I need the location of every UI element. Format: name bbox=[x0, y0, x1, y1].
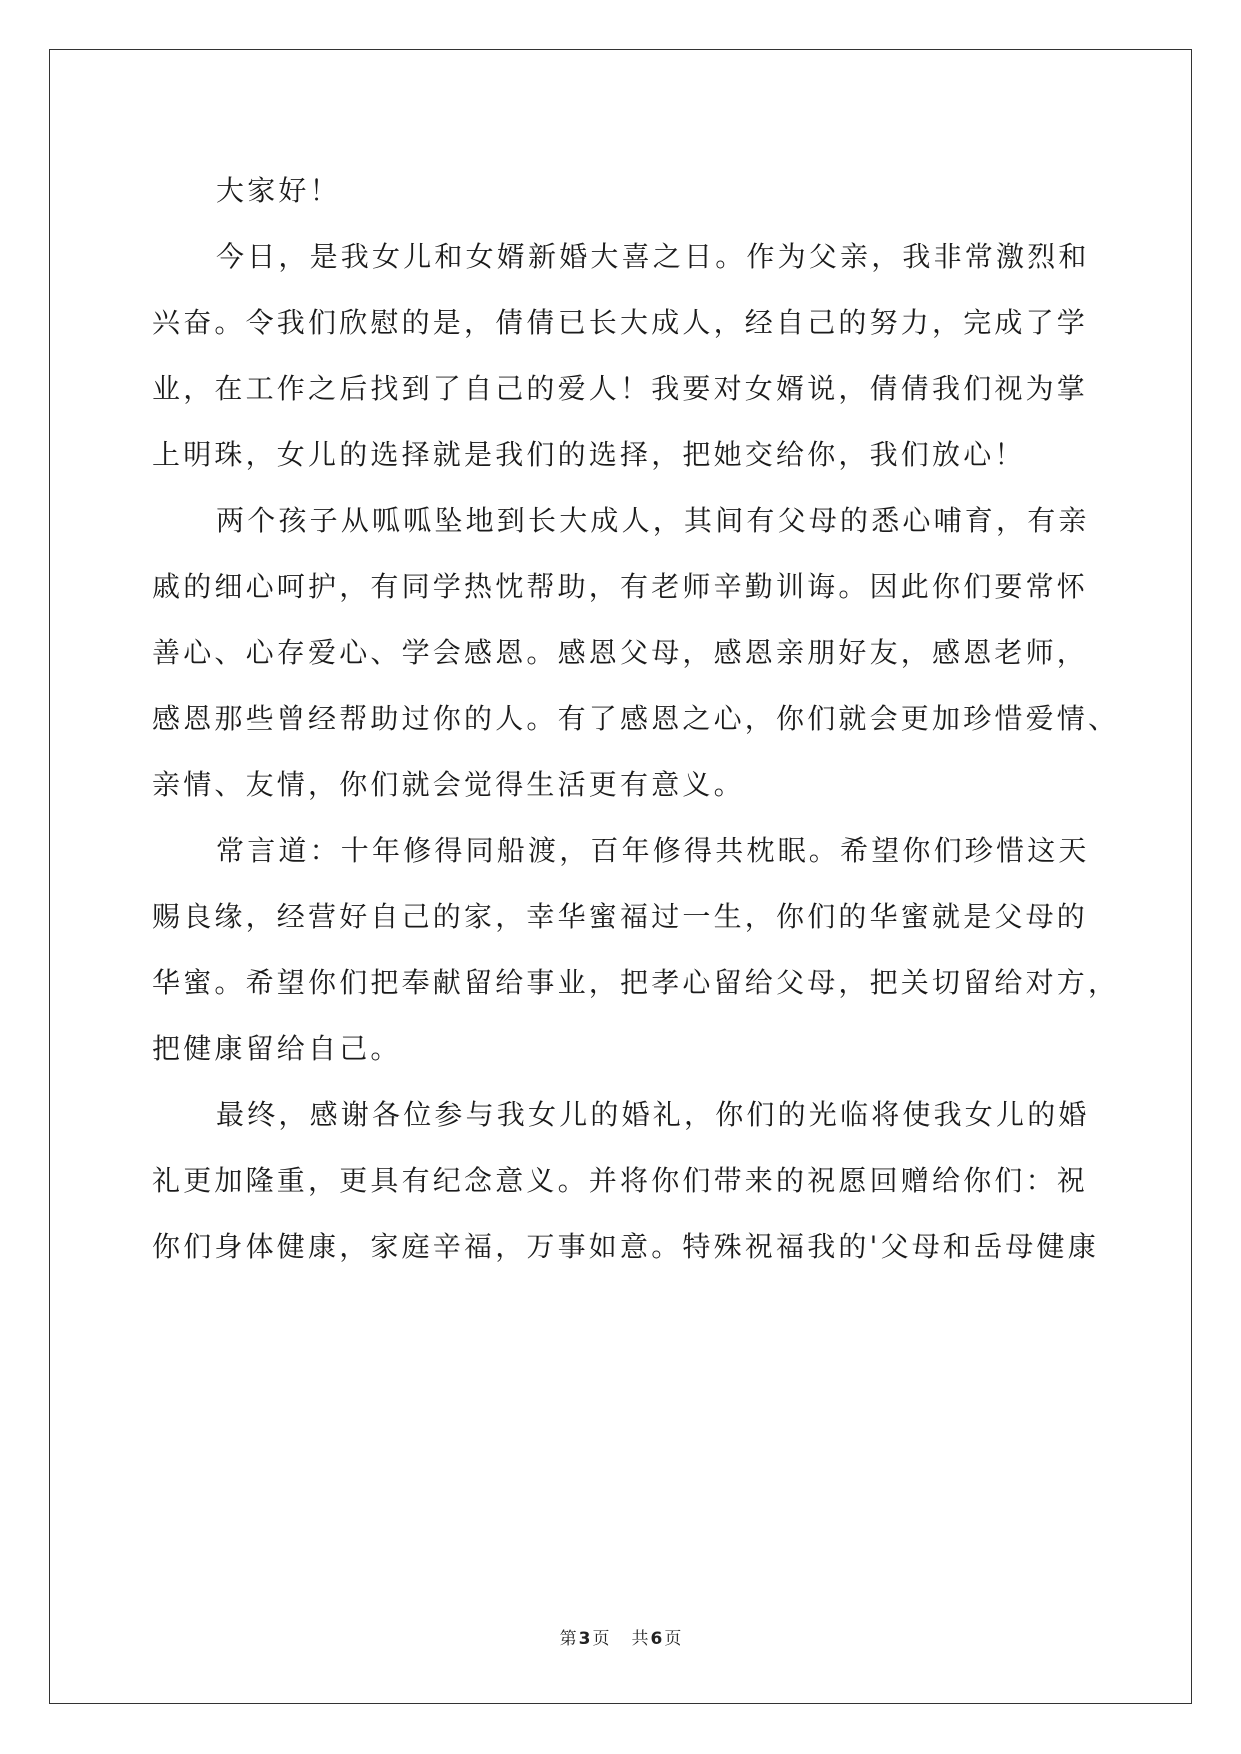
page-prefix: 第 bbox=[559, 1629, 577, 1649]
greeting-line: 大家好！ bbox=[216, 174, 341, 207]
page-total-number: 6 bbox=[650, 1629, 663, 1649]
paragraph-3-line-3: 华蜜。希望你们把奉献留给事业，把孝心留给父母，把关切留给对方， bbox=[152, 966, 1120, 999]
total-prefix: 共 bbox=[631, 1629, 649, 1649]
paragraph-2-line-3: 善心、心存爱心、学会感恩。感恩父母，感恩亲朋好友，感恩老师， bbox=[152, 636, 1089, 669]
paragraph-4-line-1: 最终，感谢各位参与我女儿的婚礼，你们的光临将使我女儿的婚 bbox=[216, 1098, 1090, 1131]
paragraph-2-line-2: 戚的细心呵护，有同学热忱帮助，有老师辛勤训诲。因此你们要常怀 bbox=[152, 570, 1089, 603]
paragraph-2-line-5: 亲情、友情，你们就会觉得生活更有意义。 bbox=[152, 768, 745, 801]
document-body bbox=[152, 158, 1120, 1280]
paragraph-1-line-2: 兴奋。令我们欣慰的是，倩倩已长大成人，经自己的努力，完成了学 bbox=[152, 306, 1089, 339]
paragraph-2-line-1: 两个孩子从呱呱坠地到长大成人，其间有父母的悉心哺育，有亲 bbox=[216, 504, 1090, 537]
paragraph-1-line-4: 上明珠，女儿的选择就是我们的选择，把她交给你，我们放心！ bbox=[152, 438, 1026, 471]
paragraph-3-line-2: 赐良缘，经营好自己的家，幸华蜜福过一生，你们的华蜜就是父母的 bbox=[152, 900, 1089, 933]
paragraph-4-line-2: 礼更加隆重，更具有纪念意义。并将你们带来的祝愿回赠给你们：祝 bbox=[152, 1164, 1089, 1197]
paragraph-3-line-4: 把健康留给自己。 bbox=[152, 1032, 402, 1065]
page-footer bbox=[0, 1624, 1241, 1649]
paragraph-2-line-4: 感恩那些曾经帮助过你的人。有了感恩之心，你们就会更加珍惜爱情、 bbox=[152, 702, 1120, 735]
total-suffix: 页 bbox=[664, 1629, 682, 1649]
paragraph-1-line-3: 业，在工作之后找到了自己的爱人！我要对女婿说，倩倩我们视为掌 bbox=[152, 372, 1089, 405]
page-current-number: 3 bbox=[578, 1629, 591, 1649]
paragraph-1-line-1: 今日，是我女儿和女婿新婚大喜之日。作为父亲，我非常激烈和 bbox=[216, 240, 1090, 273]
page-suffix: 页 bbox=[592, 1629, 610, 1649]
paragraph-4-line-3: 你们身体健康，家庭辛福，万事如意。特殊祝福我的'父母和岳母健康 bbox=[152, 1230, 1099, 1263]
paragraph-3-line-1: 常言道：十年修得同船渡，百年修得共枕眠。希望你们珍惜这天 bbox=[216, 834, 1090, 867]
